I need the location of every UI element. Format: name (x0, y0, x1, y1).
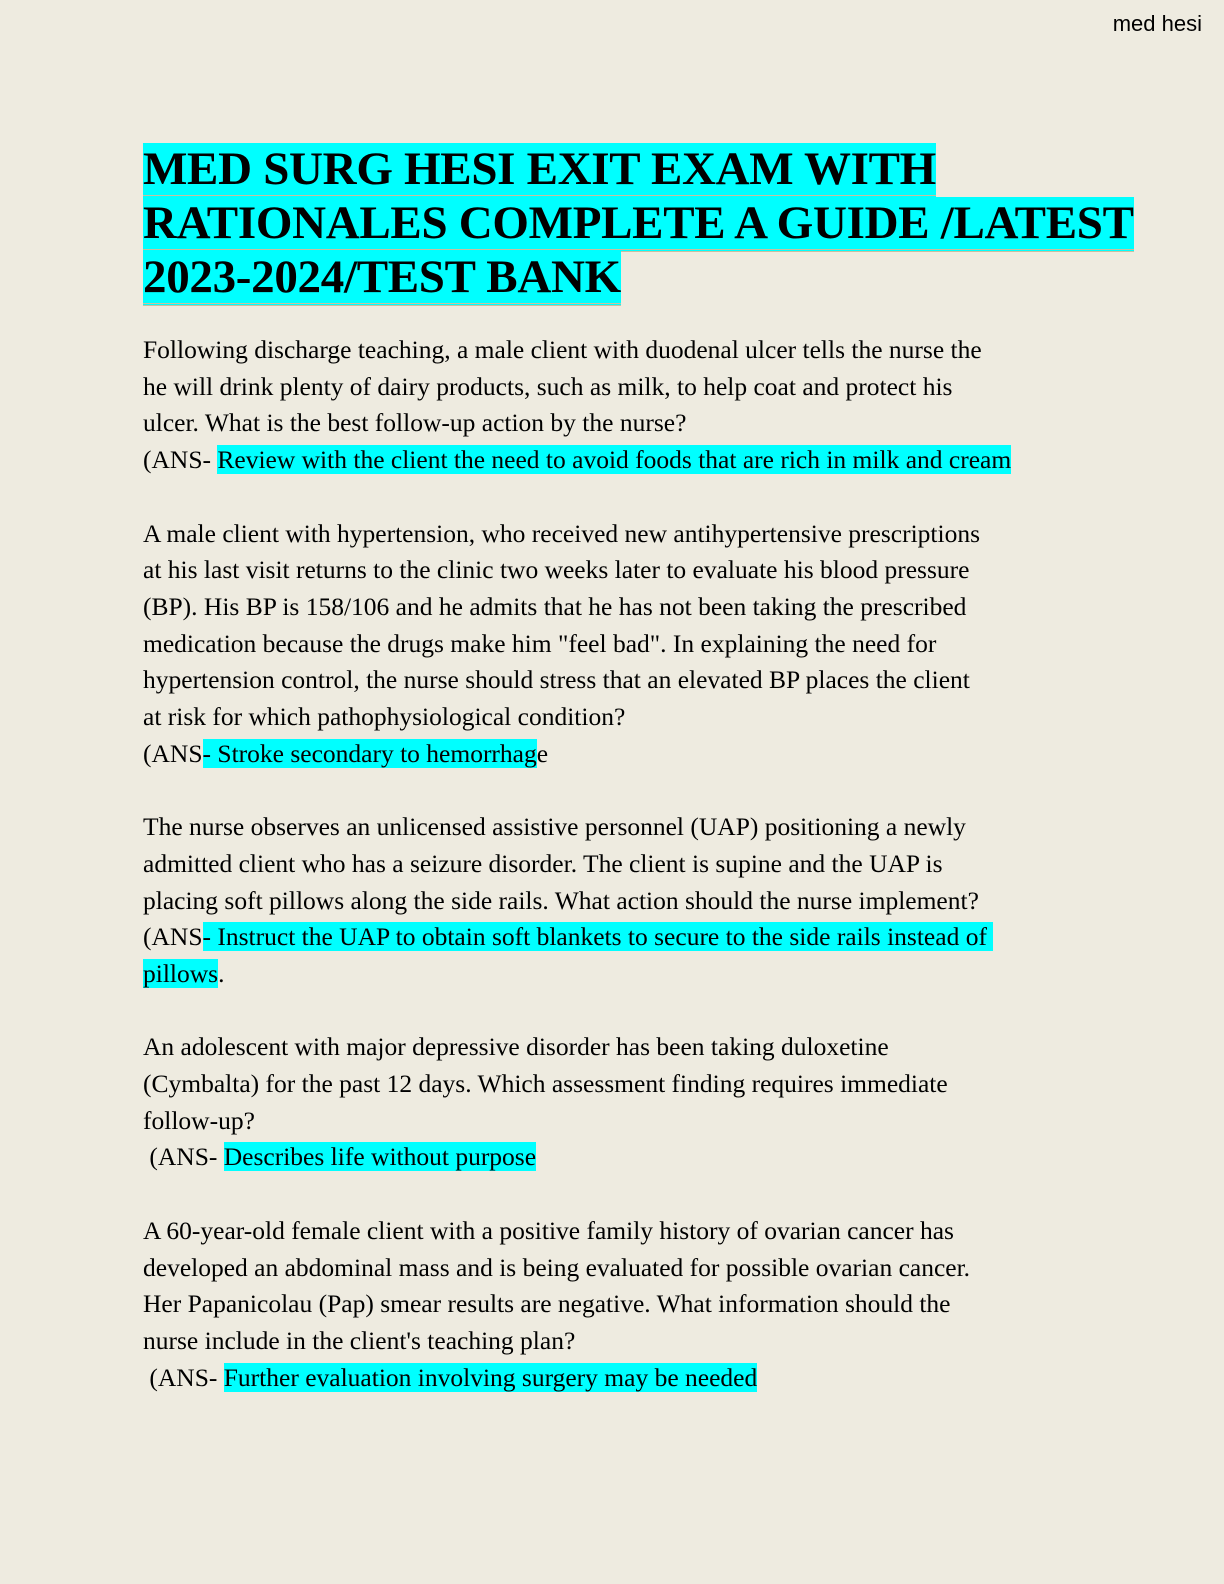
question-block (143, 1213, 1068, 1397)
answer (143, 919, 1068, 992)
answer-prefix: (ANS (143, 738, 203, 768)
title-text: MED SURG HESI EXIT EXAM WITH RATIONALES COMPLETE A GUIDE /LATEST 2023-2024/TEST BANK (143, 143, 1134, 306)
question-text-line: follow-up? (143, 1105, 255, 1135)
answer-highlight: - Instruct the UAP to obtain soft blankets to secure to the side rails instead of pillows (143, 922, 994, 988)
question-block (143, 1029, 1068, 1176)
question-text-line: at his last visit returns to the clinic two weeks later to evaluate his blood pressure (143, 555, 970, 585)
question-text-line: nurse include in the client's teaching plan? (143, 1325, 576, 1355)
question-text-line: An adolescent with major depressive disorder has been taking duloxetine (143, 1032, 889, 1062)
answer (143, 1360, 1068, 1397)
question-text-line: Following discharge teaching, a male client with duodenal ulcer tells the nurse the (143, 335, 982, 364)
answer-prefix: (ANS- (143, 1142, 224, 1172)
question-text-line: (Cymbalta) for the past 12 days. Which assessment finding requires immediate (143, 1069, 948, 1099)
answer (143, 1139, 1068, 1176)
question-block (143, 332, 1068, 479)
question-text-line: Her Papanicolau (Pap) smear results are negative. What information should the (143, 1289, 951, 1319)
answer-highlight: - Stroke secondary to hemorrhag (202, 738, 537, 768)
question-text-line: A 60-year-old female client with a positive family history of ovarian cancer has (143, 1215, 954, 1245)
question-text-line: at risk for which pathophysiological condition? (143, 702, 626, 732)
answer (143, 736, 1068, 773)
question-text-line: medication because the drugs make him "feel bad". In explaining the need for (143, 628, 937, 658)
page-header: med hesi (1112, 11, 1202, 36)
answer-suffix: . (218, 958, 225, 988)
question-text-line: admitted client who has a seizure disorder. The client is supine and the UAP is (143, 848, 943, 878)
answer-prefix: (ANS (143, 922, 203, 952)
question-list (143, 332, 1068, 1433)
question-text-line: A male client with hypertension, who received new antihypertensive prescriptions (143, 518, 981, 548)
answer (143, 442, 1068, 479)
answer-highlight: Review with the client the need to avoid foods that are rich in milk and cream (217, 445, 1012, 475)
answer-prefix: (ANS- (143, 1362, 224, 1392)
question-block (143, 809, 1068, 993)
question-text-line: developed an abdominal mass and is being evaluated for possible ovarian cancer. (143, 1252, 971, 1282)
answer-highlight: Further evaluation involving surgery may be needed (223, 1362, 758, 1392)
question-text-line: hypertension control, the nurse should stress that an elevated BP places the client (143, 665, 970, 695)
answer-suffix: e (536, 738, 549, 768)
answer-prefix: (ANS- (143, 445, 218, 475)
document-title (143, 142, 1183, 304)
question-text-line: The nurse observes an unlicensed assistive personnel (UAP) positioning a newly (143, 812, 966, 842)
answer-highlight: Describes life without purpose (223, 1142, 537, 1172)
question-text-line: placing soft pillows along the side rails. What action should the nurse implement? (143, 885, 979, 915)
question-block (143, 516, 1068, 773)
question-text-line: he will drink plenty of dairy products, such as milk, to help coat and protect his (143, 371, 953, 401)
question-text-line: ulcer. What is the best follow-up action by the nurse? (143, 408, 687, 438)
question-text-line: (BP). His BP is 158/106 and he admits that he has not been taking the prescribed (143, 591, 967, 621)
